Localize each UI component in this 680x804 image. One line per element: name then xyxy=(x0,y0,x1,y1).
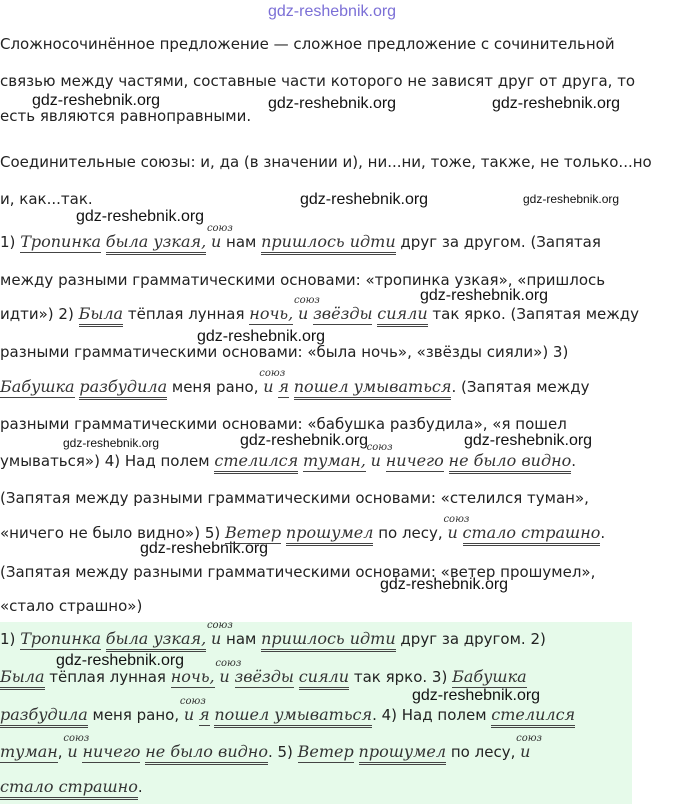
subject-word: ничего xyxy=(385,451,444,470)
subject-word: ничего xyxy=(82,742,141,761)
watermark: gdz-reshebnik.org xyxy=(240,432,369,449)
conjunction-word: и xyxy=(219,667,230,686)
predicate-word: стало страшно xyxy=(463,523,601,546)
watermark: gdz-reshebnik.org xyxy=(412,687,541,704)
conjunction-label: союз xyxy=(206,620,233,631)
subject-word: Ветер xyxy=(297,742,354,761)
predicate-word: сияли xyxy=(299,667,349,690)
conjunction-word: и xyxy=(297,304,309,323)
subject-word: ночь, xyxy=(249,304,294,323)
watermark: gdz-reshebnik.org xyxy=(32,92,161,109)
predicate-word: разбудила xyxy=(79,377,167,400)
theory-line: Сложносочинённое предложение — сложное предложение с сочинительной xyxy=(0,35,615,53)
watermark: gdz-reshebnik.org xyxy=(140,540,269,557)
watermark: gdz-reshebnik.org xyxy=(56,652,185,669)
subject-word: туман xyxy=(0,742,58,761)
conjunction-word: и xyxy=(67,742,78,761)
plain-text: друг за другом. (Запятая xyxy=(400,233,601,251)
predicate-word: стелился xyxy=(214,451,298,474)
conjunction-word: и xyxy=(183,705,195,724)
answer-line: (Запятая между разными грамматическими основами: «стелился туман», xyxy=(0,489,589,507)
answer-line xyxy=(0,514,606,543)
subject-word: ночь, xyxy=(170,667,215,686)
watermark: gdz-reshebnik.org xyxy=(268,3,397,20)
predicate-word: прошумел xyxy=(359,742,447,765)
subject-word: Ветер xyxy=(225,523,282,542)
conjunction-label: союз xyxy=(366,442,393,453)
predicate-word: пришлось идти xyxy=(261,629,396,652)
answer-line: (Запятая между разными грамматическими основами: «ветер прошумел», xyxy=(0,563,596,581)
plain-text: . 5) xyxy=(267,743,298,761)
conjunction-label: союз xyxy=(215,658,242,669)
predicate-word: пришлось идти xyxy=(261,232,396,255)
plain-text: . (Запятая между xyxy=(451,378,590,396)
conjunction-label: союз xyxy=(443,514,470,525)
theory-line: и, как...так. xyxy=(0,190,93,208)
conjunction-label: союз xyxy=(293,295,320,306)
predicate-word: стелился xyxy=(491,705,575,728)
plain-text: идти») 2) xyxy=(0,305,79,323)
plain-text: . xyxy=(600,524,606,542)
predicate-word: была узкая, xyxy=(106,629,206,652)
plain-text: умываться») 4) Над полем xyxy=(0,452,215,470)
answer-line: разными грамматическими основами: «бабушка разбудила», «я пошел xyxy=(0,415,567,433)
predicate-word: была узкая, xyxy=(106,232,206,255)
watermark: gdz-reshebnik.org xyxy=(197,328,326,345)
answer-line xyxy=(0,368,590,397)
plain-text: по лесу, xyxy=(378,524,448,542)
plain-text: так ярко. 3) xyxy=(353,668,453,686)
watermark: gdz-reshebnik.org xyxy=(464,432,593,449)
conjunction-word: и xyxy=(520,742,531,761)
summary-line xyxy=(0,733,542,762)
summary-line xyxy=(0,620,546,649)
conjunction-label: союз xyxy=(259,368,286,379)
plain-text: тёплая лунная xyxy=(127,305,250,323)
predicate-word: прошумел xyxy=(286,523,374,546)
watermark: gdz-reshebnik.org xyxy=(76,208,205,225)
plain-text: друг за другом. 2) xyxy=(400,630,546,648)
conjunction-word: и xyxy=(447,523,458,542)
theory-line: есть являются равноправными. xyxy=(0,107,252,125)
watermark: gdz-reshebnik.org xyxy=(420,287,549,304)
plain-text: меня рано, xyxy=(92,706,184,724)
predicate-word: Была xyxy=(0,667,45,690)
subject-word: Тропинка xyxy=(20,232,101,251)
plain-text: . xyxy=(137,778,143,796)
watermark: gdz-reshebnik.org xyxy=(300,191,429,208)
subject-word: туман, xyxy=(303,451,366,470)
watermark: gdz-reshebnik.org xyxy=(380,576,509,593)
watermark: gdz-reshebnik.org xyxy=(268,95,397,112)
plain-text: по лесу, xyxy=(450,743,521,761)
subject-word: Тропинка xyxy=(20,629,101,648)
watermark: gdz-reshebnik.org xyxy=(523,192,620,206)
plain-text: нам xyxy=(226,233,262,251)
answer-line: «стало страшно») xyxy=(0,597,143,615)
theory-line: связью между частями, составные части которого не зависят друг от друга, то xyxy=(0,72,636,90)
predicate-word: пошел умываться xyxy=(214,705,372,728)
predicate-word: не было видно xyxy=(449,451,572,474)
subject-word: Бабушка xyxy=(452,667,527,686)
answer-line: разными грамматическими основами: «была ночь», «звёзды сияли») 3) xyxy=(0,343,569,361)
predicate-word: пошел умываться xyxy=(294,377,452,400)
conjunction-label: союз xyxy=(516,733,542,744)
conjunction-word: и xyxy=(370,451,381,470)
watermark: gdz-reshebnik.org xyxy=(492,95,621,112)
plain-text: тёплая лунная xyxy=(49,668,171,686)
predicate-word: разбудила xyxy=(0,705,88,728)
subject-word: я xyxy=(278,377,289,396)
answer-line xyxy=(0,223,601,252)
plain-text: . xyxy=(571,452,577,470)
plain-text: меня рано, xyxy=(171,378,264,396)
predicate-word: сияли xyxy=(377,304,427,327)
plain-text: 1) xyxy=(0,630,16,648)
theory-line: Соединительные союзы: и, да (в значении и), ни...ни, тоже, также, не только...но xyxy=(0,153,652,171)
plain-text: , xyxy=(57,743,63,761)
plain-text: . 4) Над полем xyxy=(372,706,492,724)
conjunction-word: и xyxy=(263,377,274,396)
summary-line xyxy=(0,696,576,725)
subject-word: Бабушка xyxy=(0,377,75,396)
plain-text: так ярко. (Запятая между xyxy=(432,305,640,323)
subject-word: я xyxy=(199,705,210,724)
plain-text: нам xyxy=(226,630,262,648)
predicate-word: Была xyxy=(79,304,124,327)
conjunction-word: и xyxy=(210,629,222,648)
plain-text: «ничего не было видно») 5) xyxy=(0,524,225,542)
answer-line: между разными грамматическими основами: «тропинка узкая», «пришлось xyxy=(0,271,606,289)
conjunction-word: и xyxy=(210,232,222,251)
conjunction-label: союз xyxy=(63,733,90,744)
summary-line xyxy=(0,777,143,797)
conjunction-label: союз xyxy=(179,696,206,707)
watermark: gdz-reshebnik.org xyxy=(63,436,160,450)
predicate-word: не было видно xyxy=(145,742,268,765)
plain-text: 1) xyxy=(0,233,16,251)
predicate-word: стало страшно xyxy=(0,777,138,800)
conjunction-label: союз xyxy=(206,223,233,234)
subject-word: звёзды xyxy=(313,304,373,323)
subject-word: звёзды xyxy=(234,667,294,686)
